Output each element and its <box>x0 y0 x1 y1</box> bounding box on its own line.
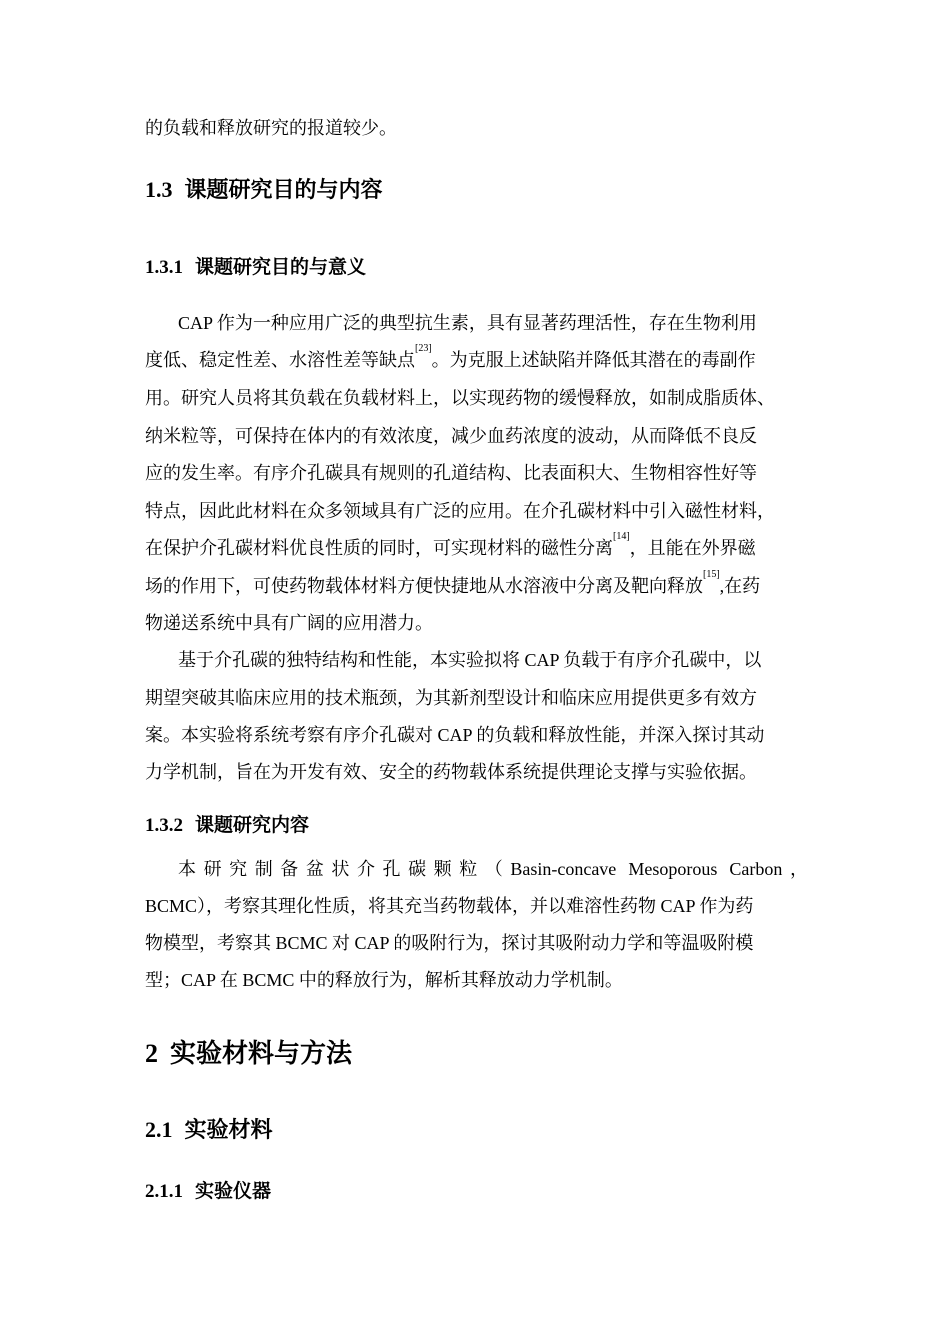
body-text-line: 本研究制备盆状介孔碳颗粒（Basin-concave Mesoporous Carbon， <box>178 859 808 879</box>
section-number: 1.3.1 <box>145 257 183 278</box>
section-title: 实验材料与方法 <box>170 1039 353 1069</box>
section-title: 实验材料 <box>184 1118 273 1143</box>
text-run: 场的作用下，可使药物载体材料方便快捷地从水溶液中分离及靶向释放 <box>145 576 703 596</box>
text-run: ，且能在外界磁 <box>629 538 756 558</box>
section-title: 课题研究目的与意义 <box>195 256 367 278</box>
body-text-line: 用。研究人员将其负载在负载材料上，以实现药物的缓慢释放，如制成脂质体、 <box>145 388 775 408</box>
body-text-line: CAP 作为一种应用广泛的典型抗生素，具有显著药理活性，存在生物利用 <box>178 313 757 333</box>
text-run: 度低、稳定性差、水溶性差等缺点 <box>145 350 415 370</box>
body-text-line <box>145 531 756 560</box>
text-run: ,在药 <box>719 576 761 596</box>
citation: [23] <box>415 343 432 354</box>
body-text-line <box>145 569 761 598</box>
body-text-line: 力学机制，旨在为开发有效、安全的药物载体系统提供理论支撑与实验依据。 <box>145 762 757 782</box>
section-heading-1-3-1 <box>145 254 366 281</box>
chapter-heading-2 <box>145 1038 352 1070</box>
section-title: 课题研究内容 <box>195 814 310 836</box>
section-number: 2 <box>145 1039 158 1068</box>
section-heading-2-1-1 <box>145 1178 271 1205</box>
body-text-line: 特点，因此此材料在众多领域具有广泛的应用。在介孔碳材料中引入磁性材料， <box>145 501 775 521</box>
section-number: 1.3.2 <box>145 815 183 836</box>
text-run: 在保护介孔碳材料优良性质的同时，可实现材料的磁性分离 <box>145 538 613 558</box>
body-text-line: BCMC），考察其理化性质，将其充当药物载体，并以难溶性药物 CAP 作为药 <box>145 896 754 916</box>
section-title: 实验仪器 <box>195 1180 272 1202</box>
body-text-line <box>145 343 756 372</box>
section-title: 课题研究目的与内容 <box>184 178 383 203</box>
body-text-line: 的负载和释放研究的报道较少。 <box>145 118 397 138</box>
body-text-line: 应的发生率。有序介孔碳具有规则的孔道结构、比表面积大、生物相容性好等 <box>145 463 757 483</box>
section-heading-1-3 <box>145 176 383 205</box>
body-text-line: 期望突破其临床应用的技术瓶颈，为其新剂型设计和临床应用提供更多有效方 <box>145 688 757 708</box>
body-text-line: 案。本实验将系统考察有序介孔碳对 CAP 的负载和释放性能，并深入探讨其动 <box>145 725 765 745</box>
section-heading-2-1 <box>145 1116 273 1145</box>
body-text-line: 纳米粒等，可保持在体内的有效浓度，减少血药浓度的波动，从而降低不良反 <box>145 426 757 446</box>
section-heading-1-3-2 <box>145 812 309 839</box>
section-number: 2.1.1 <box>145 1181 183 1202</box>
body-text-line: 物递送系统中具有广阔的应用潜力。 <box>145 613 433 633</box>
body-text-line: 基于介孔碳的独特结构和性能，本实验拟将 CAP 负载于有序介孔碳中，以 <box>178 650 762 670</box>
citation: [14] <box>613 531 630 542</box>
section-number: 1.3 <box>145 177 173 202</box>
body-text-line: 型；CAP 在 BCMC 中的释放行为，解析其释放动力学机制。 <box>145 970 623 990</box>
text-run: 。为克服上述缺陷并降低其潜在的毒副作 <box>431 350 756 370</box>
body-text-line: 物模型，考察其 BCMC 对 CAP 的吸附行为，探讨其吸附动力学和等温吸附模 <box>145 933 754 953</box>
section-number: 2.1 <box>145 1117 173 1142</box>
citation: [15] <box>703 569 720 580</box>
